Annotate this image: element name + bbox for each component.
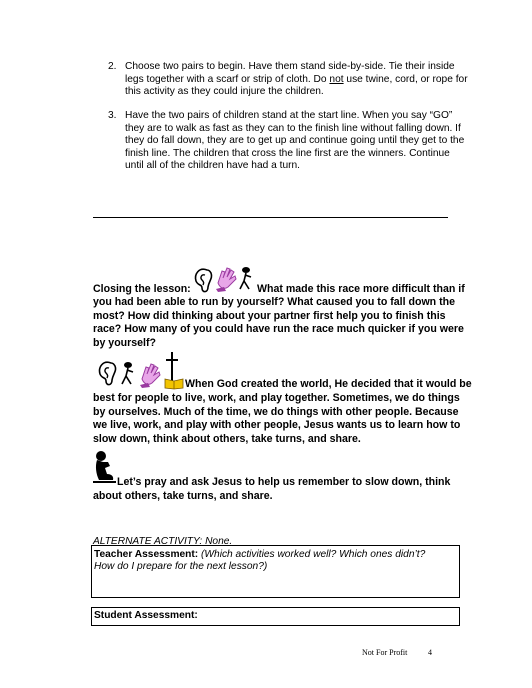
creation-first-line: When God created the world, He decided that it would be xyxy=(185,378,472,390)
closing-label: Closing the lesson: xyxy=(93,283,191,295)
hand-icon xyxy=(238,265,254,291)
teacher-assessment-prompt: (Which activities worked well? Which ones didn’t? xyxy=(201,549,426,560)
teacher-assessment-first-line xyxy=(94,549,425,560)
closing-question-first-line: What made this race more difficult than if xyxy=(257,283,465,295)
footer-note: Not For Profit xyxy=(362,648,408,657)
prayer-paragraph: about others, take turns, and share. xyxy=(93,490,273,502)
creation-paragraph: best for people to live, work, and play together. Sometimes, we do things by ourselves. Much of the time, we do things with other people. Because we live, work, and play with other people, Jesus wants us to learn how to slow down, think about others, take turns, and share. xyxy=(93,392,461,445)
page-number: 4 xyxy=(428,648,432,657)
student-assessment-label: Student Assessment: xyxy=(94,610,198,621)
step-text: Have the two pairs of children stand at the start line. When you say “GO” they are to walk as fast as they can to the finish line without falling down. If they do fall down, they are to get up and continue going until they get to the finish line. The children that cross the line first are the winners. Continue until all of the children have had a turn. xyxy=(125,110,465,172)
praying-child-icon xyxy=(93,450,117,486)
closing-questions: you had been able to run by yourself? What caused you to fall down the most? How did thinking about your partner first help you to finish this race? How many of you could have run the race much quicker if you were by yourself? xyxy=(93,296,464,349)
teacher-assessment-label: Teacher Assessment: xyxy=(94,549,199,560)
step-2 xyxy=(108,61,478,101)
section-divider xyxy=(93,217,448,218)
ear-icon xyxy=(96,359,118,387)
step-number: 3. xyxy=(108,110,117,121)
step-number: 2. xyxy=(108,61,117,72)
ear-icon xyxy=(192,266,214,294)
hand-icon xyxy=(214,265,236,291)
step-3 xyxy=(108,110,478,174)
step-text: Choose two pairs to begin. Have them stand side-by-side. Tie their inside legs together with a scarf or strip of cloth. Do not use twine, cord, or rope for this activity as they could injure the children. xyxy=(125,61,468,98)
prayer-text: Let’s pray and ask Jesus to help us remember to slow down, think xyxy=(117,476,451,488)
open-bible-icon xyxy=(164,377,184,389)
hand-icon xyxy=(119,360,137,386)
teacher-assessment-prompt-second: How do I prepare for the next lesson?) xyxy=(94,561,268,572)
alternate-activity: ALTERNATE ACTIVITY: None. xyxy=(93,536,233,547)
hand-icon xyxy=(138,361,160,387)
prayer-first-line xyxy=(117,476,487,490)
